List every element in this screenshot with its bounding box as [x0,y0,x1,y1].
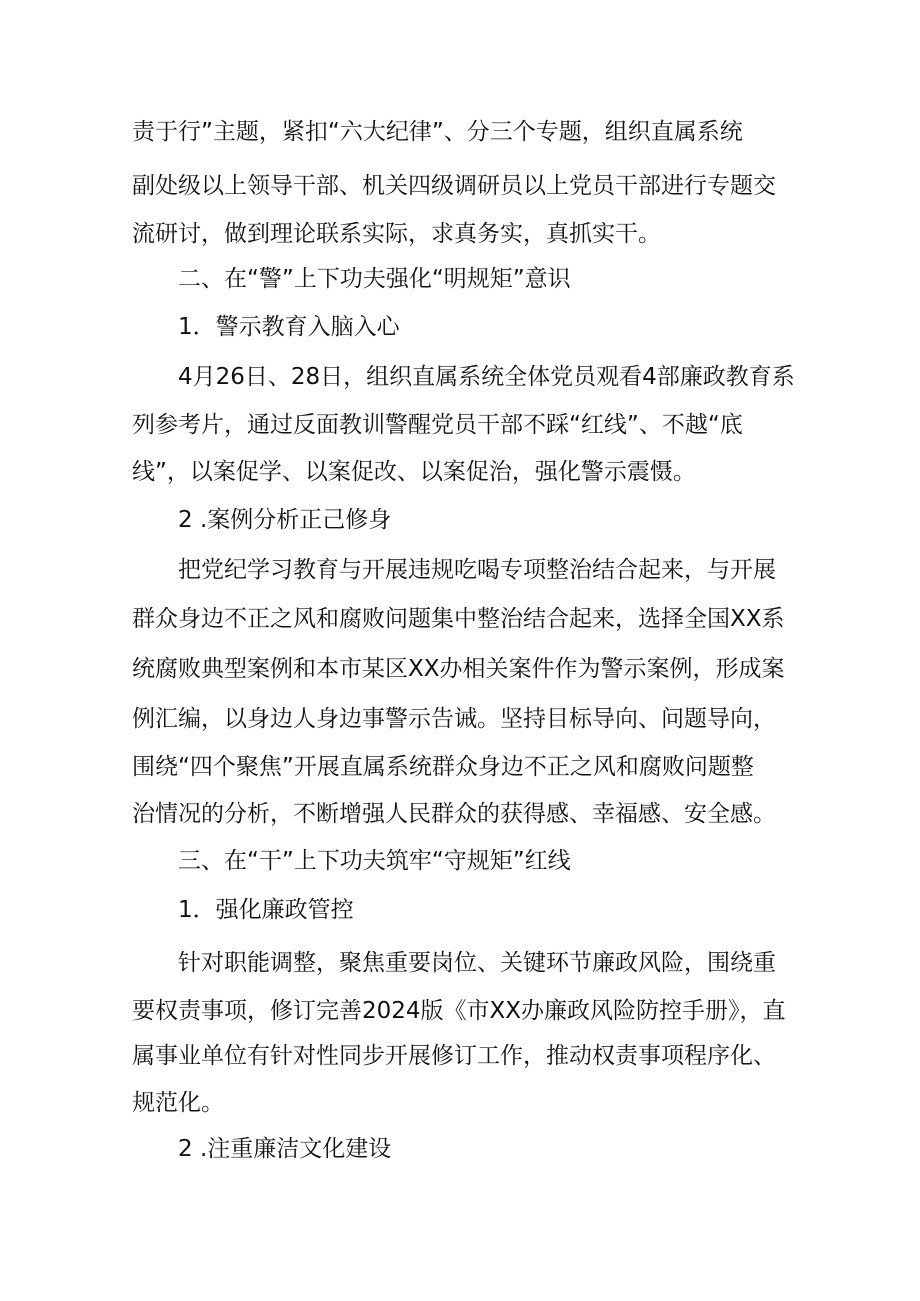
subsection-heading: 2 .案例分析正己修身 [178,507,392,533]
body-text-line: 针对职能调整，聚焦重要岗位、关键环节廉政风险，围绕重 [178,950,776,976]
body-text-line: 例汇编，以身边人身边事警示告诫。坚持目标导向、问题导向， [132,706,776,732]
body-text-line: 副处级以上领导干部、机关四级调研员以上党员干部进行专题交 [132,173,776,199]
body-text-line: 群众身边不正之风和腐败问题集中整治结合起来，选择全国XX系 [132,606,785,632]
section-heading: 三、在“干”上下功夫筑牢“守规矩”红线 [178,848,571,874]
subsection-heading: 2 .注重廉洁文化建设 [178,1136,392,1162]
body-text-line: 线”，以案促学、以案促改、以案促治，强化警示震慑。 [132,459,696,485]
body-text-line: 列参考片，通过反面教训警醒党员干部不踩“红线”、不越“底 [132,412,743,438]
body-text-line: 统腐败典型案例和本市某区XX办相关案件作为警示案例，形成案 [132,656,785,682]
subsection-heading: 1．警示教育入脑入心 [178,314,400,340]
section-heading: 二、在“警”上下功夫强化“明规矩”意识 [178,266,571,292]
body-text-line: 把党纪学习教育与开展违规吃喝专项整治结合起来，与开展 [178,557,776,583]
body-text-line: 流研讨，做到理论联系实际，求真务实，真抓实干。 [132,221,661,247]
body-text-line: 规范化。 [132,1090,224,1116]
body-text-line: 责于行”主题，紧扣“六大纪律”、分三个专题，组织直属系统 [132,119,743,145]
body-text-line: 要权责事项，修订完善2024版《市XX办廉政风险防控手册》，直 [132,998,786,1024]
body-text-line: 围绕“四个聚焦”开展直属系统群众身边不正之风和腐败问题整 [132,754,754,780]
body-text-line: 治情况的分析，不断增强人民群众的获得感、幸福感、安全感。 [132,801,776,827]
body-text-line: 属事业单位有针对性同步开展修订工作，推动权责事项程序化、 [132,1043,776,1069]
body-text-line: 4月26日、28日，组织直属系统全体党员观看4部廉政教育系 [178,364,795,390]
subsection-heading: 1．强化廉政管控 [178,897,354,923]
